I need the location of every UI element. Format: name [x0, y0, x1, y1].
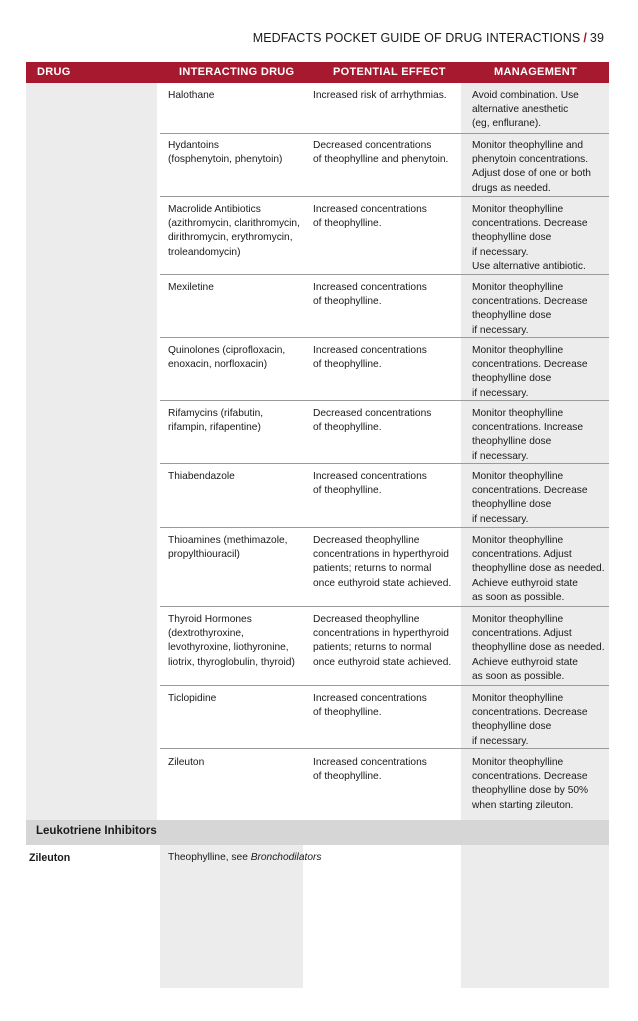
col-header-drug: DRUG	[37, 66, 71, 78]
interacting-drug-cell: Zileuton	[168, 757, 205, 768]
interacting-column-bg-lower	[160, 845, 303, 988]
management-cell: Monitor theophylline concentrations. Increase theophylline dose if necessary.	[472, 408, 583, 462]
management-column-bg-lower	[461, 845, 609, 988]
interacting-drug-cell: Hydantoins (fosphenytoin, phenytoin)	[168, 140, 283, 166]
page-number: 39	[589, 31, 604, 45]
col-header-potential-effect: POTENTIAL EFFECT	[333, 66, 446, 78]
effect-cell: Increased risk of arrhythmias.	[313, 90, 447, 101]
management-cell: Avoid combination. Use alternative anesthetic (eg, enflurane).	[472, 90, 579, 130]
interacting-drug-cell: Ticlopidine	[168, 693, 217, 704]
section-title: Leukotriene Inhibitors	[36, 825, 157, 837]
management-cell: Monitor theophylline concentrations. Adjust theophylline dose as needed. Achieve euthyroid state as soon as possible.	[472, 614, 605, 682]
section-header	[26, 820, 609, 845]
drug-name: Zileuton	[29, 852, 71, 864]
interacting-drug-cell	[168, 852, 321, 863]
effect-cell: Increased concentrations of theophylline.	[313, 693, 427, 719]
drug-column-bg	[26, 83, 157, 820]
interacting-drug-cell: Rifamycins (rifabutin, rifampin, rifapentine)	[168, 408, 264, 434]
running-header	[253, 31, 604, 45]
effect-cell: Decreased concentrations of theophylline.	[313, 408, 432, 434]
interacting-drug-cell: Thyroid Hormones (dextrothyroxine, levothyroxine, liothyronine, liotrix, thyroglobulin, thyroid)	[168, 614, 295, 668]
management-cell: Monitor theophylline and phenytoin concentrations. Adjust dose of one or both drugs as needed.	[472, 140, 591, 194]
row-divider	[160, 274, 609, 275]
row-divider	[160, 133, 609, 134]
header-title: MEDFACTS POCKET GUIDE OF DRUG INTERACTIONS	[252, 31, 581, 45]
effect-cell: Increased concentrations of theophylline.	[313, 345, 427, 371]
management-cell: Monitor theophylline concentrations. Decrease theophylline dose if necessary.	[472, 693, 588, 747]
interacting-drug-cell: Thioamines (methimazole, propylthiouracil)	[168, 535, 288, 561]
management-cell: Monitor theophylline concentrations. Decrease theophylline dose if necessary. Use alternative antibiotic.	[472, 204, 588, 272]
management-cell: Monitor theophylline concentrations. Decrease theophylline dose if necessary.	[472, 345, 588, 399]
interacting-drug-cell: Halothane	[168, 90, 215, 101]
col-header-management: MANAGEMENT	[494, 66, 578, 78]
table-header-band	[26, 62, 609, 83]
interacting-drug-cell: Mexiletine	[168, 282, 214, 293]
effect-cell: Increased concentrations of theophylline.	[313, 204, 427, 230]
row-divider	[160, 685, 609, 686]
row-divider	[160, 606, 609, 607]
interacting-drug-cell: Quinolones (ciprofloxacin, enoxacin, norfloxacin)	[168, 345, 286, 371]
management-cell: Monitor theophylline concentrations. Adjust theophylline dose as needed. Achieve euthyroid state as soon as possible.	[472, 535, 605, 603]
effect-cell: Increased concentrations of theophylline.	[313, 282, 427, 308]
col-header-interacting-drug: INTERACTING DRUG	[179, 66, 295, 78]
row-divider	[160, 196, 609, 197]
row-divider	[160, 527, 609, 528]
header-separator: /	[583, 31, 587, 45]
cross-reference-text: Theophylline, see	[168, 852, 251, 863]
effect-cell: Decreased theophylline concentrations in hyperthyroid patients; returns to normal once euthyroid state achieved.	[313, 614, 452, 668]
effect-cell: Increased concentrations of theophylline.	[313, 757, 427, 783]
interacting-drug-cell: Thiabendazole	[168, 471, 235, 482]
management-cell: Monitor theophylline concentrations. Decrease theophylline dose by 50% when starting zileuton.	[472, 757, 589, 811]
interacting-drug-cell: Macrolide Antibiotics (azithromycin, clarithromycin, dirithromycin, erythromycin, troleandomycin)	[168, 204, 300, 258]
effect-cell: Increased concentrations of theophylline.	[313, 471, 427, 497]
management-cell: Monitor theophylline concentrations. Decrease theophylline dose if necessary.	[472, 282, 588, 336]
effect-cell: Decreased theophylline concentrations in hyperthyroid patients; returns to normal once euthyroid state achieved.	[313, 535, 452, 589]
cross-reference-link: Bronchodilators	[250, 852, 322, 863]
effect-cell: Decreased concentrations of theophylline and phenytoin.	[313, 140, 449, 166]
management-cell: Monitor theophylline concentrations. Decrease theophylline dose if necessary.	[472, 471, 588, 525]
